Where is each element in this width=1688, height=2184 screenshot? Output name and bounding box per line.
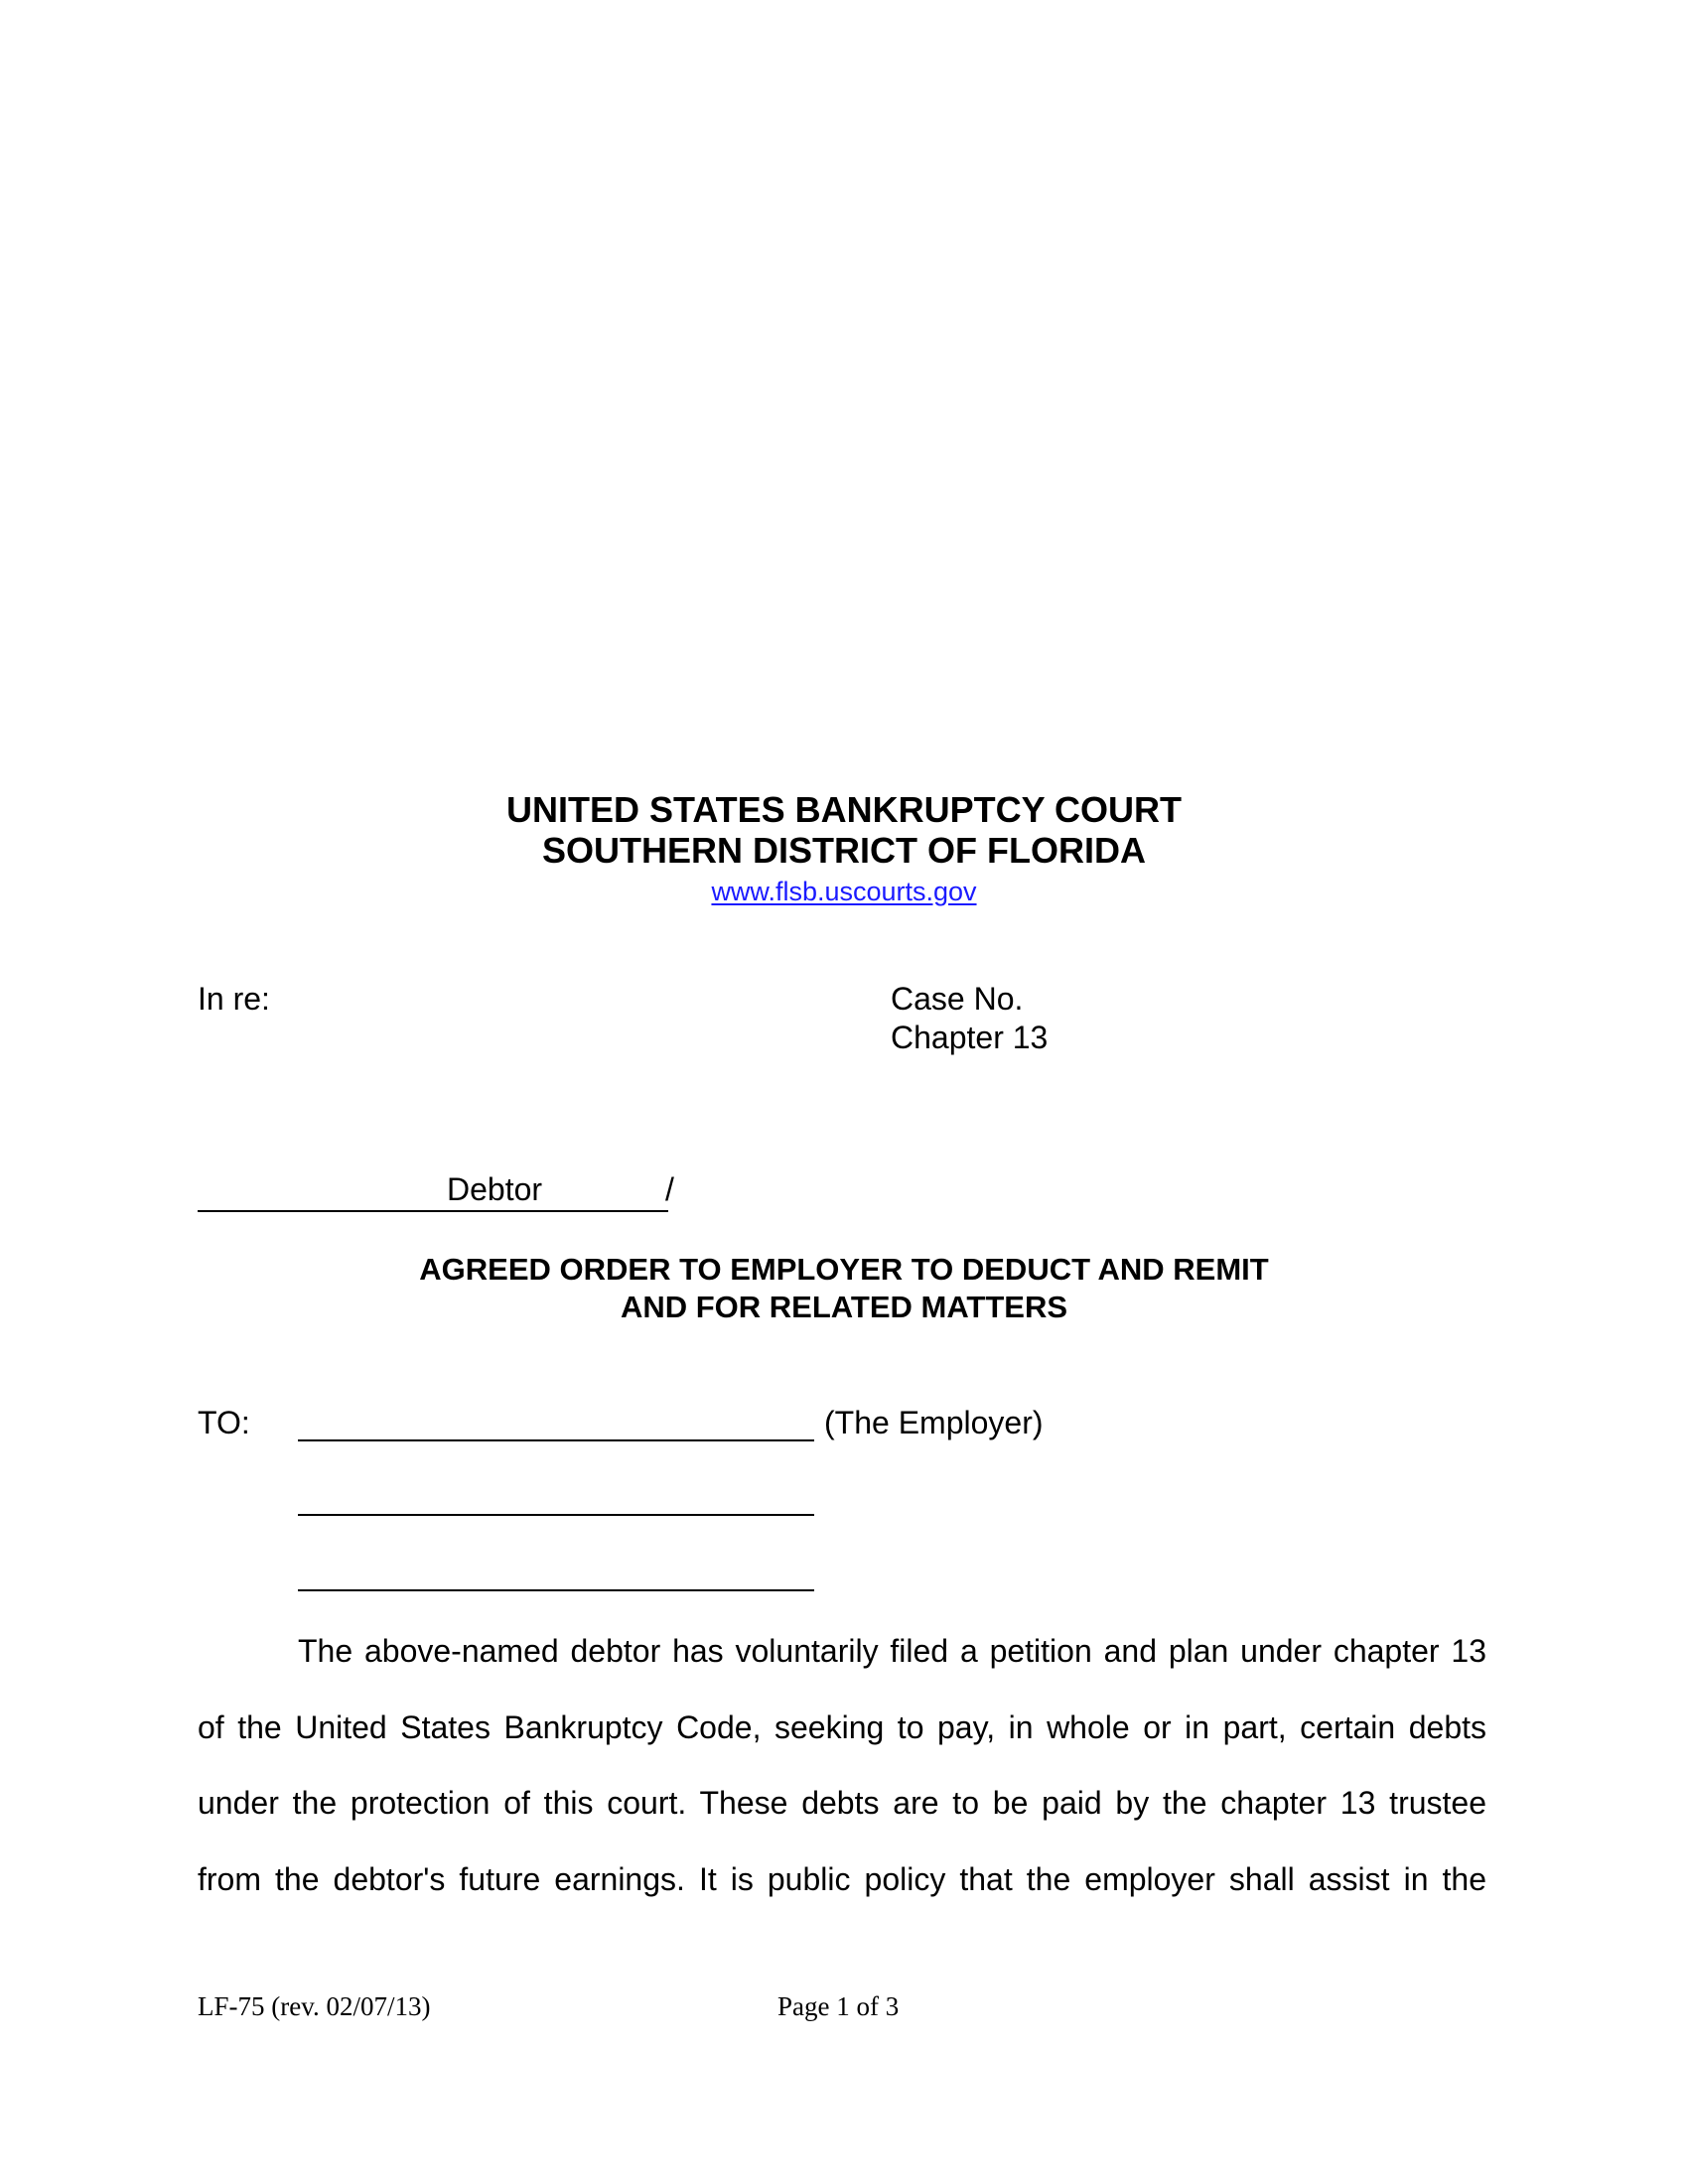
form-identifier: LF-75 (rev. 02/07/13): [198, 1991, 431, 2021]
body-line-1: The above-named debtor has voluntarily filed a petition and plan under chapter 13: [298, 1633, 1486, 1669]
page-number: Page 1 of 3: [777, 1991, 900, 2021]
order-title-line-1: AGREED ORDER TO EMPLOYER TO DEDUCT AND REMIT: [419, 1252, 1269, 1287]
employer-label: (The Employer): [824, 1405, 1044, 1440]
debtor-name-blank: [198, 1174, 668, 1212]
court-website-link[interactable]: www.flsb.uscourts.gov: [711, 877, 977, 906]
court-name: UNITED STATES BANKRUPTCY COURT: [505, 789, 1182, 830]
debtor-slash: /: [665, 1171, 674, 1207]
chapter-label: Chapter 13: [891, 1020, 1049, 1055]
district-name: SOUTHERN DISTRICT OF FLORIDA: [542, 830, 1146, 871]
body-line-3: under the protection of this court. These debts are to be paid by the chapter 13 trustee: [198, 1785, 1486, 1821]
debtor-label: Debtor: [447, 1171, 543, 1207]
case-number-label: Case No.: [891, 981, 1024, 1017]
body-line-2: of the United States Bankruptcy Code, seeking to pay, in whole or in part, certain debts: [198, 1709, 1486, 1745]
in-re-label: In re:: [198, 981, 270, 1017]
employer-address-blank-2: [298, 1589, 814, 1591]
to-label: TO:: [198, 1405, 250, 1440]
employer-address-blank-1: [298, 1514, 814, 1516]
order-title-line-2: AND FOR RELATED MATTERS: [620, 1290, 1068, 1324]
body-line-4: from the debtor's future earnings. It is public policy that the employer shall assist in the: [198, 1861, 1486, 1897]
employer-name-blank: [298, 1439, 814, 1441]
